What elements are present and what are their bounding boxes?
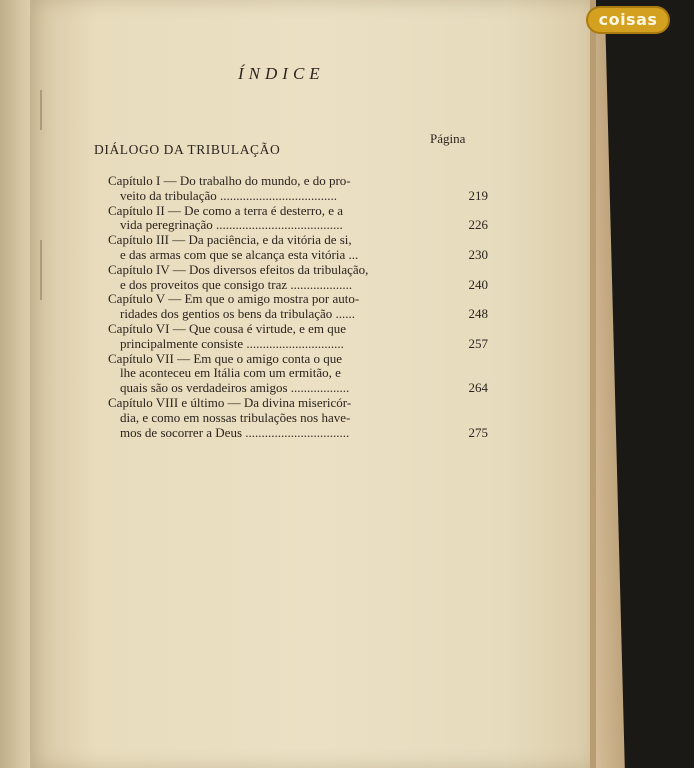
toc-line-text: Capítulo VIII e último — Da divina misericór- bbox=[108, 394, 352, 410]
toc-line-text: ridades dos gentios os bens da tribulação ...... bbox=[120, 306, 356, 322]
toc-line-text: vida peregrinação ....................................... bbox=[120, 217, 343, 233]
gutter-marks bbox=[34, 90, 54, 350]
toc-line-text: Capítulo VII — Em que o amigo conta o que bbox=[108, 350, 343, 366]
toc-line-text: veito da tribulação .................................... bbox=[120, 187, 337, 203]
toc-line bbox=[108, 411, 488, 426]
toc-line bbox=[108, 189, 488, 204]
toc-page-number: 240 bbox=[468, 276, 488, 292]
toc-line bbox=[108, 233, 488, 248]
watermark-logo: coisas bbox=[588, 8, 668, 32]
toc-page-number: 264 bbox=[468, 380, 488, 396]
toc-line bbox=[108, 248, 488, 263]
toc-line-text: Capítulo III — Da paciência, e da vitória de si, bbox=[108, 232, 352, 248]
toc-line bbox=[108, 292, 488, 307]
toc-line-text: e dos proveitos que consigo traz ................... bbox=[120, 276, 353, 292]
toc-line-text: principalmente consiste .............................. bbox=[120, 335, 344, 351]
toc-page-number: 257 bbox=[468, 335, 488, 351]
page-column-label: Página bbox=[430, 131, 466, 146]
toc-line-text: mos de socorrer a Deus ................................ bbox=[120, 424, 350, 440]
toc-line bbox=[108, 366, 488, 381]
toc-line bbox=[108, 204, 488, 219]
toc-line bbox=[108, 218, 488, 233]
toc-page-number: 230 bbox=[468, 246, 488, 262]
toc-line-text: Capítulo I — Do trabalho do mundo, e do pro- bbox=[108, 173, 351, 188]
toc-line-text: lhe aconteceu em Itália com um ermitão, e bbox=[120, 365, 341, 381]
toc-line bbox=[108, 396, 488, 411]
toc-line-text: Capítulo VI — Que cousa é virtude, e em que bbox=[108, 320, 347, 336]
toc-page-number: 219 bbox=[468, 187, 488, 203]
table-of-contents bbox=[108, 174, 488, 440]
toc-line bbox=[108, 174, 488, 189]
toc-line bbox=[108, 381, 488, 396]
toc-page-number: 226 bbox=[468, 217, 488, 233]
page-title: ÍNDICE bbox=[238, 64, 325, 83]
toc-line bbox=[108, 352, 488, 367]
toc-line bbox=[108, 307, 488, 322]
toc-line-text: e das armas com que se alcança esta vitória ... bbox=[120, 246, 359, 262]
toc-line bbox=[108, 322, 488, 337]
toc-line-text: dia, e como em nossas tribulações nos have- bbox=[120, 409, 351, 425]
section-heading: DIÁLOGO DA TRIBULAÇÃO bbox=[94, 142, 281, 157]
toc-page-number: 275 bbox=[468, 424, 488, 440]
toc-line bbox=[108, 337, 488, 352]
toc-line-text: Capítulo IV — Dos diversos efeitos da tribulação, bbox=[108, 261, 369, 277]
toc-line bbox=[108, 278, 488, 293]
toc-line-text: Capítulo II — De como a terra é desterro, e a bbox=[108, 202, 343, 218]
toc-line-text: quais são os verdadeiros amigos .................. bbox=[120, 380, 350, 396]
toc-line bbox=[108, 263, 488, 278]
toc-line-text: Capítulo V — Em que o amigo mostra por auto- bbox=[108, 291, 360, 307]
toc-page-number: 248 bbox=[468, 306, 488, 322]
toc-line bbox=[108, 426, 488, 441]
